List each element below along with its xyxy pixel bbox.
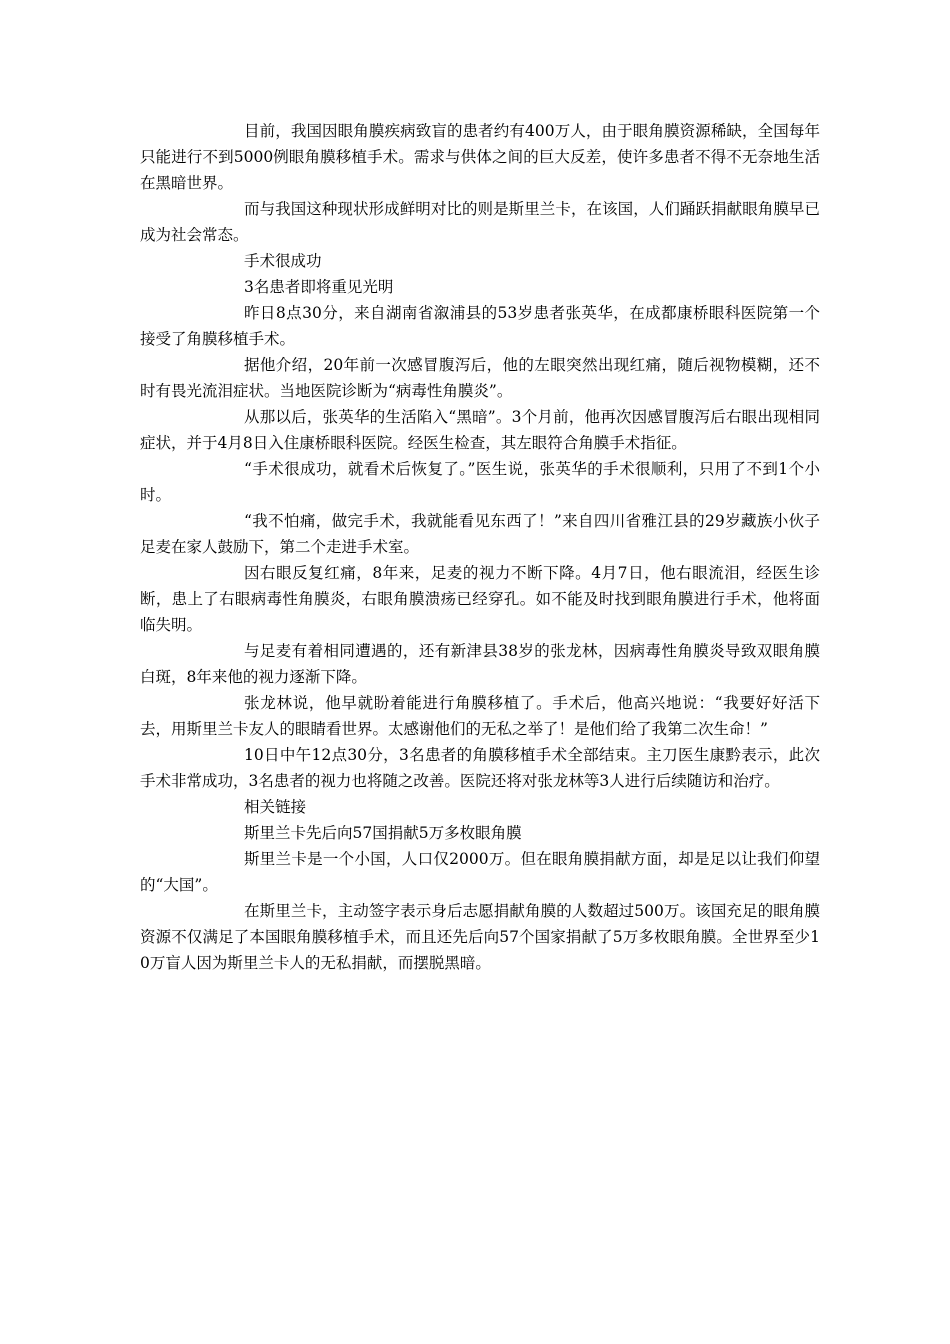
paragraph-2: 而与我国这种现状形成鲜明对比的则是斯里兰卡，在该国，人们踊跃捐献眼角膜早已成为社会常态。 (140, 200, 820, 244)
section-heading-surgery: 手术很成功 (244, 252, 322, 270)
paragraph-1: 目前，我国因眼角膜疾病致盲的患者约有400万人，由于眼角膜资源稀缺，全国每年只能进行不到5000例眼角膜移植手术。需求与供体之间的巨大反差，使许多患者不得不无奈地生活在黑暗世界。 (140, 122, 820, 192)
paragraph-13: 在斯里兰卡，主动签字表示身后志愿捐献角膜的人数超过500万。该国充足的眼角膜资源不仅满足了本国眼角膜移植手术，而且还先后向57个国家捐献了5万多枚眼角膜。全世界至少10万盲人因为斯里兰卡人的无私捐献，而摆脱黑暗。 (140, 902, 820, 972)
document-body (140, 118, 820, 976)
paragraph-9: 与足麦有着相同遭遇的，还有新津县38岁的张龙林，因病毒性角膜炎导致双眼角膜白斑，8年来他的视力逐渐下降。 (140, 642, 820, 686)
paragraph-11: 10日中午12点30分，3名患者的角膜移植手术全部结束。主刀医生康黔表示，此次手术非常成功，3名患者的视力也将随之改善。医院还将对张龙林等3人进行后续随访和治疗。 (140, 746, 820, 790)
paragraph-5: 从那以后，张英华的生活陷入“黑暗”。3个月前，他再次因感冒腹泻后右眼出现相同症状，并于4月8日入住康桥眼科医院。经医生检查，其左眼符合角膜手术指征。 (140, 408, 820, 452)
paragraph-7: “我不怕痛，做完手术，我就能看见东西了！”来自四川省雅江县的29岁藏族小伙子足麦在家人鼓励下，第二个走进手术室。 (140, 512, 820, 556)
paragraph-3: 昨日8点30分，来自湖南省溆浦县的53岁患者张英华，在成都康桥眼科医院第一个接受了角膜移植手术。 (140, 304, 820, 348)
paragraph-12: 斯里兰卡是一个小国，人口仅2000万。但在眼角膜捐献方面，却是足以让我们仰望的“大国”。 (140, 850, 820, 894)
paragraph-6: “手术很成功，就看术后恢复了。”医生说，张英华的手术很顺利，只用了不到1个小时。 (140, 460, 820, 504)
paragraph-4: 据他介绍，20年前一次感冒腹泻后，他的左眼突然出现红痛，随后视物模糊，还不时有畏光流泪症状。当地医院诊断为“病毒性角膜炎”。 (140, 356, 820, 400)
paragraph-8: 因右眼反复红痛，8年来，足麦的视力不断下降。4月7日，他右眼流泪，经医生诊断，患上了右眼病毒性角膜炎，右眼角膜溃疡已经穿孔。如不能及时找到眼角膜进行手术，他将面临失明。 (140, 564, 820, 634)
section-heading-related-links: 相关链接 (244, 798, 307, 816)
paragraph-10: 张龙林说，他早就盼着能进行角膜移植了。手术后，他高兴地说：“我要好好活下去，用斯里兰卡友人的眼睛看世界。太感谢他们的无私之举了！是他们给了我第二次生命！” (140, 694, 820, 738)
section-subheading-sri-lanka: 斯里兰卡先后向57国捐献5万多枚眼角膜 (244, 824, 522, 842)
section-subheading-patients: 3名患者即将重见光明 (244, 278, 394, 296)
